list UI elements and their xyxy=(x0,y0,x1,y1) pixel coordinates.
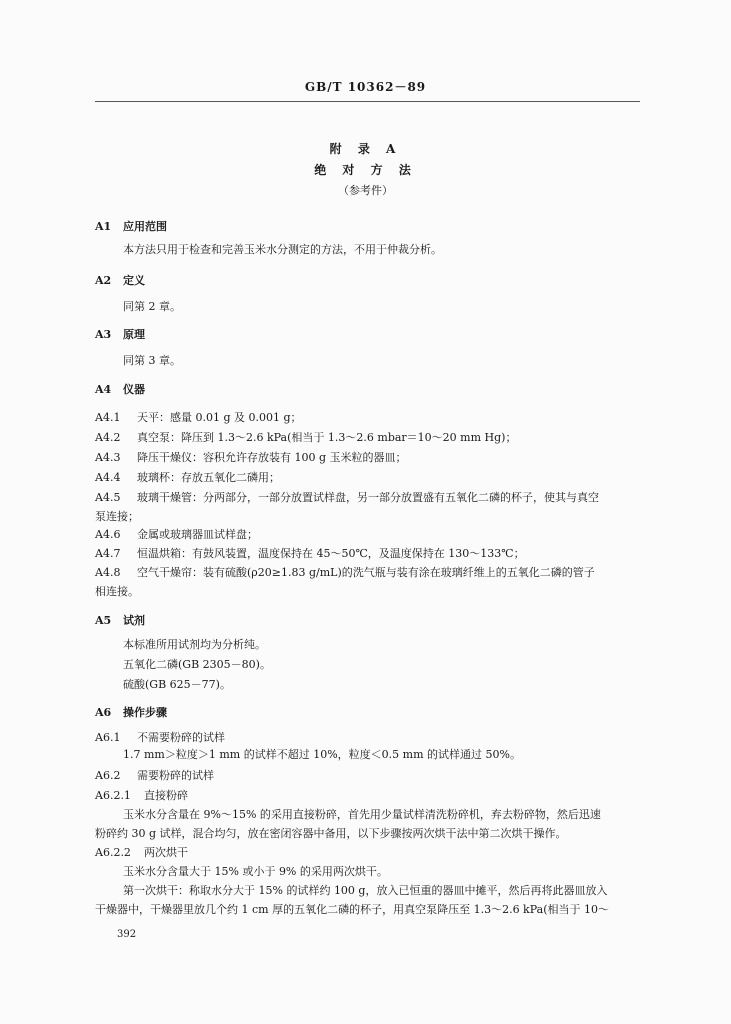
paragraph: 1.7 mm＞粒度＞1 mm 的试样不超过 10%，粒度＜0.5 mm 的试样通过 50%。 xyxy=(123,748,521,761)
standard-code-header: GB/T 10362－89 xyxy=(304,80,427,94)
subsection-title: 需要粉碎的试样 xyxy=(137,769,214,782)
section-title: 试剂 xyxy=(123,614,145,627)
paragraph: 同第 2 章。 xyxy=(123,300,181,313)
item-number: A6.2.2 xyxy=(95,846,131,859)
item-number: A6.1 xyxy=(95,731,121,744)
reference-note: （参考件） xyxy=(338,184,393,197)
item-number: A4.8 xyxy=(95,566,121,579)
section-number: A5 xyxy=(95,614,112,627)
paragraph: 玉米水分含量在 9%～15% 的采用直接粉碎，首先用少量试样清洗粉碎机，弃去粉碎物，然后迅速 xyxy=(123,808,601,821)
list-item: 玻璃干燥管：分两部分，一部分放置试样盘，另一部分放置盛有五氧化二磷的杯子，使其与真空 xyxy=(137,491,599,504)
section-title: 操作步骤 xyxy=(123,706,167,719)
item-number: A4.7 xyxy=(95,547,121,560)
section-number: A6 xyxy=(95,706,112,719)
list-item: 玻璃杯：存放五氧化二磷用； xyxy=(137,471,280,484)
subsection-title: 不需要粉碎的试样 xyxy=(137,731,225,744)
paragraph: 五氧化二磷(GB 2305－80)。 xyxy=(123,658,271,671)
list-item-continuation: 相连接。 xyxy=(95,585,139,598)
section-title: 原理 xyxy=(123,328,145,341)
paragraph: 干燥器中，干燥器里放几个约 1 cm 厚的五氧化二磷的杯子，用真空泵降压至 1.3～2.6 kPa(相当于 10～ xyxy=(95,903,609,916)
section-number: A3 xyxy=(95,328,112,341)
list-item: 空气干燥帘：装有硫酸(ρ20≥1.83 g/mL)的洗气瓶与装有涂在玻璃纤维上的五氧化二磷的管子 xyxy=(137,566,595,579)
section-title: 定义 xyxy=(123,274,145,287)
paragraph: 第一次烘干：称取水分大于 15% 的试样约 100 g，放入已恒重的器皿中摊平，然后再将此器皿放入 xyxy=(123,884,608,897)
appendix-title: 附 录 A xyxy=(329,142,402,156)
item-number: A6.2 xyxy=(95,769,121,782)
subsection-title: 直接粉碎 xyxy=(144,789,188,802)
item-number: A4.3 xyxy=(95,451,121,464)
paragraph: 粉碎约 30 g 试样，混合均匀，放在密闭容器中备用，以下步骤按两次烘干法中第二次烘干操作。 xyxy=(95,827,567,840)
paragraph: 硫酸(GB 625－77)。 xyxy=(123,678,231,691)
paragraph: 玉米水分含量大于 15% 或小于 9% 的采用两次烘干。 xyxy=(123,865,388,878)
list-item: 恒温烘箱：有鼓风装置，温度保持在 45～50℃，及温度保持在 130～133℃； xyxy=(137,547,525,560)
list-item: 真空泵：降压到 1.3～2.6 kPa(相当于 1.3～2.6 mbar＝10～20 mm Hg)； xyxy=(137,431,517,444)
paragraph: 本方法只用于检查和完善玉米水分测定的方法，不用于仲裁分析。 xyxy=(123,243,442,256)
item-number: A4.4 xyxy=(95,471,121,484)
paragraph: 同第 3 章。 xyxy=(123,354,181,367)
header-rule xyxy=(95,101,640,102)
section-title: 应用范围 xyxy=(123,220,167,233)
paragraph: 本标准所用试剂均为分析纯。 xyxy=(123,638,266,651)
list-item: 天平：感量 0.01 g 及 0.001 g； xyxy=(137,411,302,424)
list-item-continuation: 泵连接； xyxy=(95,510,139,523)
section-number: A4 xyxy=(95,383,112,396)
page-number: 392 xyxy=(117,929,137,940)
item-number: A4.6 xyxy=(95,528,121,541)
item-number: A4.2 xyxy=(95,431,121,444)
item-number: A6.2.1 xyxy=(95,789,131,802)
section-number: A2 xyxy=(95,274,112,287)
item-number: A4.5 xyxy=(95,491,121,504)
list-item: 降压干燥仪：容积允许存放装有 100 g 玉米粒的器皿； xyxy=(137,451,407,464)
method-title: 绝 对 方 法 xyxy=(314,163,417,177)
section-title: 仪器 xyxy=(123,383,145,396)
item-number: A4.1 xyxy=(95,411,121,424)
list-item: 金属或玻璃器皿试样盘； xyxy=(137,528,258,541)
subsection-title: 两次烘干 xyxy=(144,846,188,859)
section-number: A1 xyxy=(95,220,112,233)
